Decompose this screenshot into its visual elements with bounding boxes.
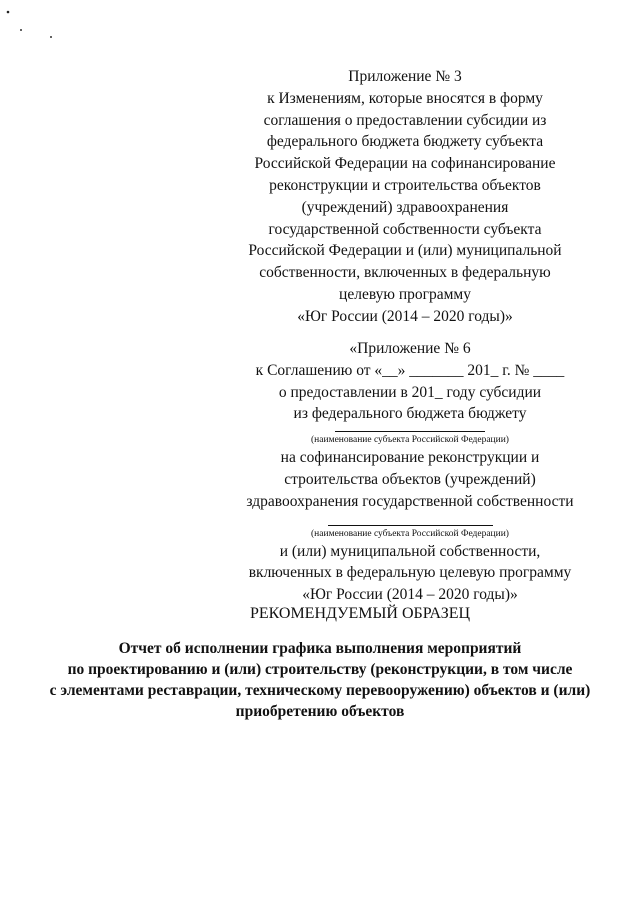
scan-specks (0, 0, 80, 50)
agreement-line: на софинансирование реконструкции и (280, 449, 540, 467)
blank-line (328, 513, 493, 526)
agreement-line: из федерального бюджета бюджету (293, 405, 527, 423)
report-title-line: по проектированию и (или) строительству (реконструкции, в том числе (67, 661, 573, 678)
header-line: к Изменениям, которые вносятся в форму (267, 89, 543, 107)
agreement-line: включенных в федеральную целевую программу (248, 564, 572, 582)
agreement-line: «Юг России (2014 – 2020 годы)» (302, 586, 518, 604)
agreement-line: строительства объектов (учреждений) (284, 470, 536, 488)
field-caption: (наименование субъекта Российской Федерации) (311, 435, 509, 446)
header-line: собственности, включенных в федеральную (259, 264, 551, 282)
recommended-sample-heading: РЕКОМЕНДУЕМЫЙ ОБРАЗЕЦ (249, 605, 471, 622)
appendix-3-header (230, 66, 580, 328)
report-title-line: с элементами реставрации, техническому перевооружению) объектов и (или) (49, 682, 591, 699)
agreement-line: здравоохранения государственной собственности (246, 492, 574, 510)
blank-line (335, 425, 485, 432)
header-line: государственной собственности субъекта (268, 220, 542, 238)
appendix-6-title: «Приложение № 6 (349, 340, 471, 357)
agreement-line: и (или) муниципальной собственности, (279, 542, 541, 560)
header-line: Приложение № 3 (348, 68, 462, 85)
agreement-reference: к Соглашению от «__» _______ 201_ г. № ____ (255, 361, 565, 379)
header-line: целевую программу (339, 285, 471, 303)
header-line: соглашения о предоставлении субсидии из (263, 111, 547, 129)
report-title-line: Отчет об исполнении графика выполнения мероприятий (118, 640, 522, 657)
header-line: реконструкции и строительства объектов (269, 176, 541, 194)
header-line: Российской Федерации и (или) муниципальной (248, 242, 562, 260)
report-title (10, 638, 630, 722)
header-line: «Юг России (2014 – 2020 годы)» (297, 307, 513, 325)
report-title-line: приобретению объектов (235, 703, 405, 720)
field-caption: (наименование субъекта Российской Федерации) (311, 528, 509, 539)
appendix-6-block (230, 338, 590, 606)
agreement-line: о предоставлении в 201_ году субсидии (278, 383, 542, 401)
header-line: федерального бюджета бюджету субъекта (266, 133, 544, 151)
header-line: (учреждений) здравоохранения (301, 198, 509, 216)
header-line: Российской Федерации на софинансирование (254, 155, 556, 173)
